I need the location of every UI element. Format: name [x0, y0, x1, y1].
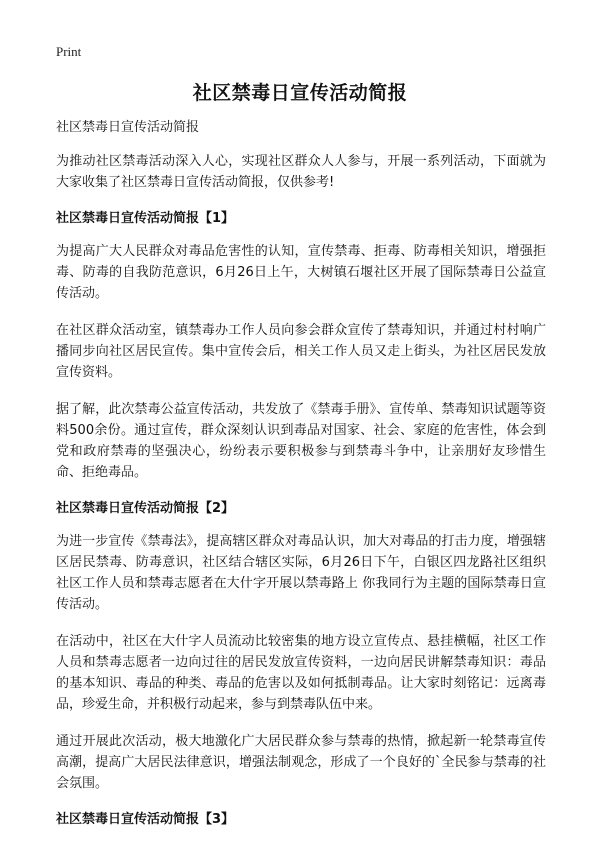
- article-body: [56, 118, 546, 842]
- section-1-paragraph: 据了解，此次禁毒公益宣传活动，共发放了《禁毒手册》、宣传单、禁毒知识试题等资料500余份。通过宣传，群众深刻认识到毒品对国家、社会、家庭的危害性，体会到党和政府禁毒的坚强决心，纷纷表示要积极参与到禁毒斗争中，让亲朋好友珍惜生命、拒绝毒品。: [56, 402, 546, 480]
- section-heading-2: 社区禁毒日宣传活动简报【2】: [56, 501, 235, 516]
- page-title: 社区禁毒日宣传活动简报: [192, 82, 408, 104]
- section-heading-1: 社区禁毒日宣传活动简报【1】: [56, 211, 235, 226]
- section-heading-3: 社区禁毒日宣传活动简报【3】: [56, 812, 235, 827]
- intro-paragraph: 为推动社区禁毒活动深入人心，实现社区群众人人参与，开展一系列活动，下面就为大家收集了社区禁毒日宣传活动简报，仅供参考!: [56, 154, 546, 190]
- section-1-paragraph: 为提高广大人民群众对毒品危害性的认知，宣传禁毒、拒毒、防毒相关知识，增强拒毒、防毒的自我防范意识，6月26日上午，大树镇石堰社区开展了国际禁毒日公益宣传活动。: [56, 244, 546, 301]
- article-subtitle: 社区禁毒日宣传活动简报: [56, 120, 200, 135]
- section-1-paragraph: 在社区群众活动室，镇禁毒办工作人员向参会群众宣传了禁毒知识，并通过村村响广播同步向社区居民宣传。集中宣传会后，相关工作人员又走上街头，为社区居民发放宣传资料。: [56, 323, 546, 380]
- section-2-paragraph: 通过开展此次活动，极大地激化广大居民群众参与禁毒的热情，掀起新一轮禁毒宣传高潮，提高广大居民法律意识，增强法制观念，形成了一个良好的`全民参与禁毒的社会氛围。: [56, 734, 546, 791]
- print-link[interactable]: Print: [56, 44, 82, 59]
- section-2-paragraph: 为进一步宣传《禁毒法》，提高辖区群众对毒品认识，加大对毒品的打击力度，增强辖区居民禁毒、防毒意识，社区结合辖区实际，6月26日下午，白银区四龙路社区组织社区工作人员和禁毒志愿者在大什字开展以禁毒路上 你我同行为主题的国际禁毒日宣传活动。: [56, 534, 546, 612]
- section-2-paragraph: 在活动中，社区在大什字人员流动比较密集的地方设立宣传点、悬挂横幅，社区工作人员和禁毒志愿者一边向过往的居民发放宣传资料，一边向居民讲解禁毒知识：毒品的基本知识、毒品的种类、毒品的危害以及如何抵制毒品。让大家时刻铭记：远离毒品，珍爱生命，并积极行动起来，参与到禁毒队伍中来。: [56, 634, 546, 712]
